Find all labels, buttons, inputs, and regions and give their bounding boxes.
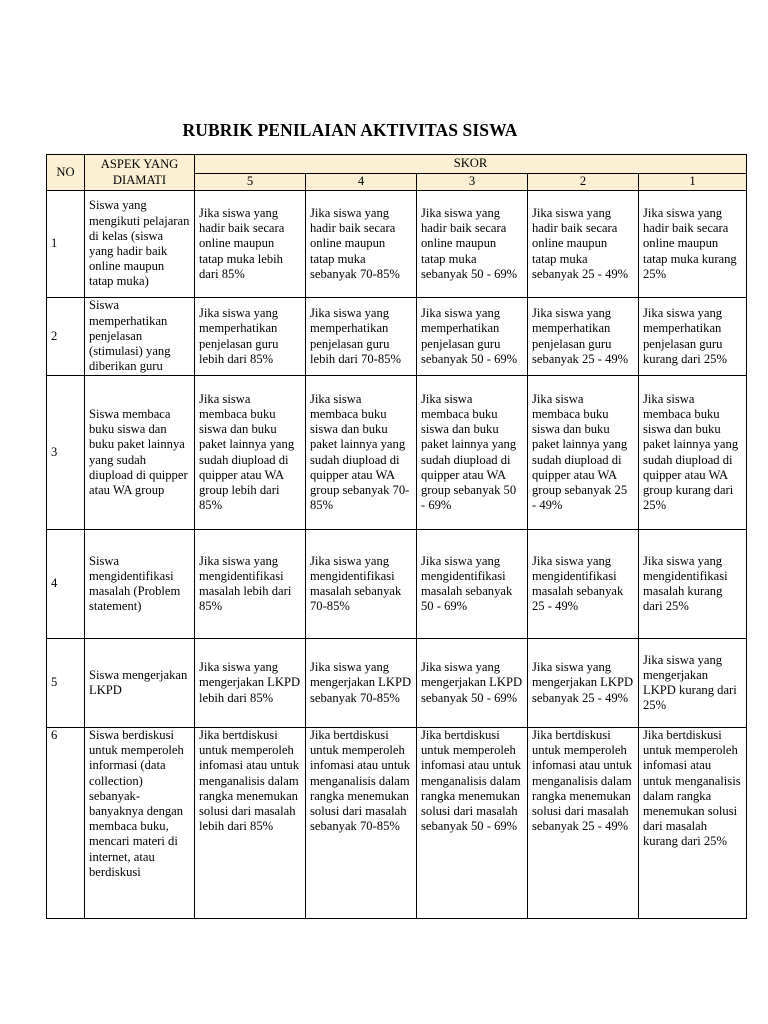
table-row bbox=[47, 191, 747, 298]
score-cell-4: Jika bertdiskusi untuk memperoleh infomasi atau untuk menganalisis dalam rangka menemukan solusi dari masalah sebanyak 70-85% bbox=[306, 728, 417, 919]
table-row bbox=[47, 728, 747, 919]
row-number: 4 bbox=[47, 530, 85, 639]
header-no: NO bbox=[47, 155, 85, 191]
rubric-table bbox=[46, 154, 747, 919]
score-cell-5: Jika bertdiskusi untuk memperoleh infomasi atau untuk menganalisis dalam rangka menemukan solusi dari masalah lebih dari 85% bbox=[195, 728, 306, 919]
table-row bbox=[47, 298, 747, 376]
score-cell-2: Jika siswa yang hadir baik secara online maupun tatap muka sebanyak 25 - 49% bbox=[528, 191, 639, 298]
aspect-cell: Siswa berdiskusi untuk memperoleh informasi (data collection) sebanyak-banyaknya dengan membaca buku, mencari materi di internet, atau berdiskusi bbox=[85, 728, 195, 919]
score-cell-2: Jika siswa membaca buku siswa dan buku paket lainnya yang sudah diupload di quipper atau WA group sebanyak 25 - 49% bbox=[528, 376, 639, 530]
score-cell-5: Jika siswa yang mengerjakan LKPD lebih dari 85% bbox=[195, 639, 306, 728]
header-score-2: 2 bbox=[528, 174, 639, 191]
row-number: 1 bbox=[47, 191, 85, 298]
score-cell-4: Jika siswa yang memperhatikan penjelasan guru lebih dari 70-85% bbox=[306, 298, 417, 376]
score-cell-1: Jika siswa yang hadir baik secara online maupun tatap muka kurang 25% bbox=[639, 191, 747, 298]
aspect-cell: Siswa membaca buku siswa dan buku paket lainnya yang sudah diupload di quipper atau WA group bbox=[85, 376, 195, 530]
score-cell-4: Jika siswa yang mengerjakan LKPD sebanyak 70-85% bbox=[306, 639, 417, 728]
header-score-5: 5 bbox=[195, 174, 306, 191]
score-cell-4: Jika siswa membaca buku siswa dan buku paket lainnya yang sudah diupload di quipper atau WA group sebanyak 70-85% bbox=[306, 376, 417, 530]
score-cell-2: Jika siswa yang mengidentifikasi masalah sebanyak 25 - 49% bbox=[528, 530, 639, 639]
row-number: 3 bbox=[47, 376, 85, 530]
document-title: RUBRIK PENILAIAN AKTIVITAS SISWA bbox=[182, 120, 518, 140]
aspect-cell: Siswa mengidentifikasi masalah (Problem statement) bbox=[85, 530, 195, 639]
score-cell-5: Jika siswa yang mengidentifikasi masalah lebih dari 85% bbox=[195, 530, 306, 639]
score-cell-3: Jika siswa yang mengerjakan LKPD sebanyak 50 - 69% bbox=[417, 639, 528, 728]
score-cell-5: Jika siswa yang hadir baik secara online maupun tatap muka lebih dari 85% bbox=[195, 191, 306, 298]
aspect-cell: Siswa yang mengikuti pelajaran di kelas (siswa yang hadir baik online maupun tatap muka) bbox=[85, 191, 195, 298]
score-cell-3: Jika siswa yang hadir baik secara online maupun tatap muka sebanyak 50 - 69% bbox=[417, 191, 528, 298]
score-cell-5: Jika siswa membaca buku siswa dan buku paket lainnya yang sudah diupload di quipper atau WA group lebih dari 85% bbox=[195, 376, 306, 530]
row-number: 2 bbox=[47, 298, 85, 376]
header-score-1: 1 bbox=[639, 174, 747, 191]
score-cell-3: Jika siswa yang mengidentifikasi masalah sebanyak 50 - 69% bbox=[417, 530, 528, 639]
header-score: SKOR bbox=[195, 155, 747, 174]
score-cell-2: Jika bertdiskusi untuk memperoleh infomasi atau untuk menganalisis dalam rangka menemukan solusi dari masalah sebanyak 25 - 49% bbox=[528, 728, 639, 919]
score-cell-3: Jika bertdiskusi untuk memperoleh infomasi atau untuk menganalisis dalam rangka menemukan solusi dari masalah sebanyak 50 - 69% bbox=[417, 728, 528, 919]
header-score-3: 3 bbox=[417, 174, 528, 191]
score-cell-4: Jika siswa yang hadir baik secara online maupun tatap muka sebanyak 70-85% bbox=[306, 191, 417, 298]
score-cell-1: Jika siswa yang memperhatikan penjelasan guru kurang dari 25% bbox=[639, 298, 747, 376]
score-cell-1: Jika siswa yang mengerjakan LKPD kurang dari 25% bbox=[639, 639, 747, 728]
score-cell-3: Jika siswa yang memperhatikan penjelasan guru sebanyak 50 - 69% bbox=[417, 298, 528, 376]
score-cell-5: Jika siswa yang memperhatikan penjelasan guru lebih dari 85% bbox=[195, 298, 306, 376]
table-row bbox=[47, 639, 747, 728]
row-number: 6 bbox=[47, 728, 85, 919]
score-cell-3: Jika siswa membaca buku siswa dan buku paket lainnya yang sudah diupload di quipper atau WA group sebanyak 50 - 69% bbox=[417, 376, 528, 530]
header-score-4: 4 bbox=[306, 174, 417, 191]
header-aspect: ASPEK YANG DIAMATI bbox=[85, 155, 195, 191]
table-row bbox=[47, 376, 747, 530]
aspect-cell: Siswa memperhatikan penjelasan (stimulasi) yang diberikan guru bbox=[85, 298, 195, 376]
score-cell-4: Jika siswa yang mengidentifikasi masalah sebanyak 70-85% bbox=[306, 530, 417, 639]
table-row bbox=[47, 530, 747, 639]
score-cell-1: Jika siswa yang mengidentifikasi masalah kurang dari 25% bbox=[639, 530, 747, 639]
aspect-cell: Siswa mengerjakan LKPD bbox=[85, 639, 195, 728]
score-cell-1: Jika siswa membaca buku siswa dan buku paket lainnya yang sudah diupload di quipper atau WA group kurang dari 25% bbox=[639, 376, 747, 530]
score-cell-2: Jika siswa yang memperhatikan penjelasan guru sebanyak 25 - 49% bbox=[528, 298, 639, 376]
row-number: 5 bbox=[47, 639, 85, 728]
score-cell-2: Jika siswa yang mengerjakan LKPD sebanyak 25 - 49% bbox=[528, 639, 639, 728]
score-cell-1: Jika bertdiskusi untuk memperoleh infomasi atau untuk menganalisis dalam rangka menemukan solusi dari masalah kurang dari 25% bbox=[639, 728, 747, 919]
